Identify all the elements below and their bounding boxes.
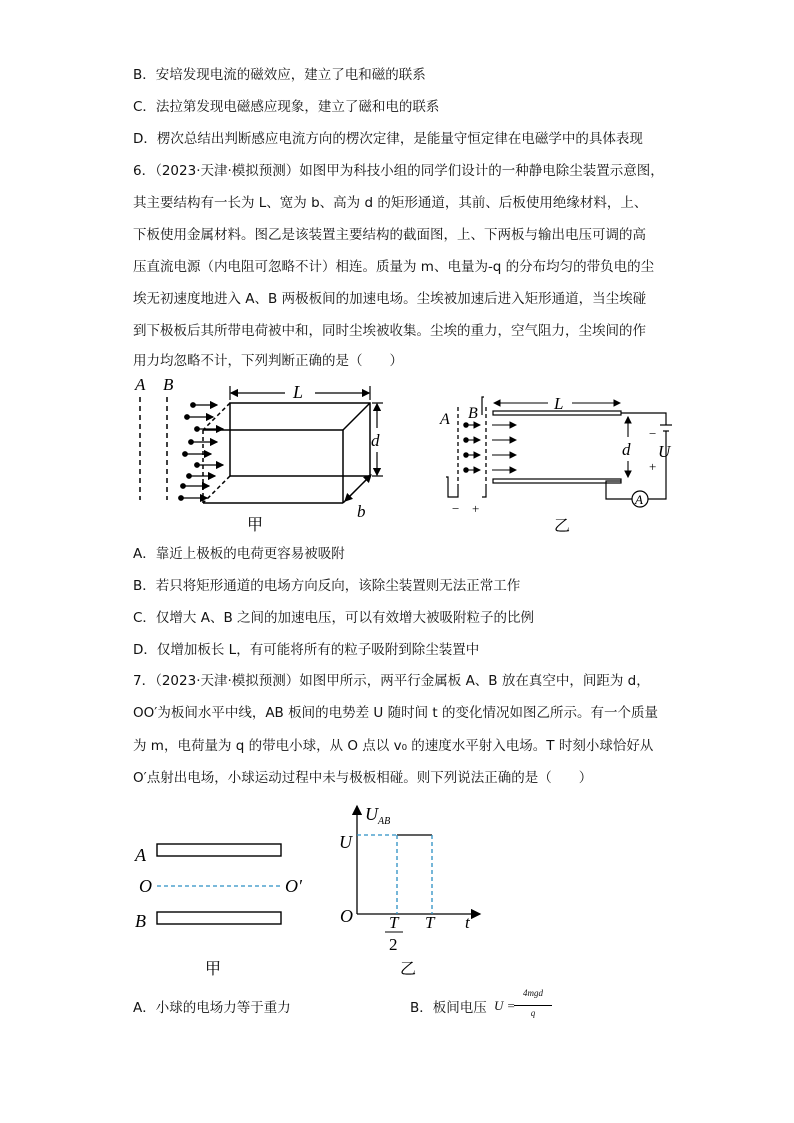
q6-fig2-label-plus-bottom: + bbox=[472, 501, 480, 516]
q6-option-c: C．仅增大 A、B 之间的加速电压，可以有效增大被吸附粒子的比例 bbox=[133, 610, 535, 626]
q6-fig2-label-u: U bbox=[658, 442, 671, 461]
q5-option-d: D．楞次总结出判断感应电流方向的楞次定律，是能量守恒定律在电磁学中的具体表现 bbox=[133, 131, 643, 147]
q6-fig1-particles bbox=[179, 403, 223, 501]
q6-fig2-label-plus: + bbox=[649, 459, 657, 474]
q7-option-b-formula-num: 4mgd bbox=[523, 988, 543, 998]
q6-fig2-label-minus: − bbox=[649, 426, 657, 441]
q7-figure-jia bbox=[125, 828, 335, 983]
q6-figure-jia bbox=[125, 372, 390, 537]
q6-option-b: B．若只将矩形通道的电场方向反向，该除尘装置则无法正常工作 bbox=[133, 578, 521, 594]
q6-fig1-label-b: B bbox=[163, 375, 174, 394]
q7-fig1-label-b: B bbox=[135, 911, 146, 931]
q7-fig2-label-u: U bbox=[339, 832, 352, 852]
q6-fig2-particles bbox=[464, 423, 516, 472]
q6-fig1-label-d: d bbox=[371, 431, 380, 450]
q6-fig1-caption: 甲 bbox=[247, 515, 264, 534]
q7-fig2-label-half-t-den: 2 bbox=[389, 935, 398, 954]
q7-option-b-formula bbox=[494, 988, 556, 1028]
q7-option-b-formula-den: q bbox=[530, 1008, 536, 1018]
q6-figure-yi bbox=[436, 385, 676, 535]
q6-fig2-label-minus-bottom: − bbox=[452, 501, 460, 516]
q6-fig1-label-a: A bbox=[135, 375, 146, 394]
q7-fig1-label-a: A bbox=[135, 845, 146, 865]
q7-fig2-label-half-t-num: T bbox=[389, 913, 399, 932]
q6-option-d: D．仅增加板长 L，有可能将所有的粒子吸附到除尘装置中 bbox=[133, 642, 480, 658]
q6-fig2-caption: 乙 bbox=[554, 516, 571, 535]
q6-fig2-lower-plate bbox=[493, 479, 621, 483]
q5-option-b: B．安培发现电流的磁效应，建立了电和磁的联系 bbox=[133, 67, 426, 83]
q7-stem-line-2: OO′为板间水平中线，AB 板间的电势差 U 随时间 t 的变化情况如图乙所示。有一个质量 bbox=[133, 705, 658, 721]
q7-stem-line-3: 为 m，电荷量为 q 的带电小球，从 O 点以 v₀ 的速度水平射入电场。T 时刻小球恰好从 bbox=[133, 738, 654, 754]
q7-option-b-formula-bar bbox=[514, 1005, 552, 1006]
q7-fig1-plate-a bbox=[157, 844, 281, 856]
q7-stem-line-1: 7．（2023·天津·模拟预测）如图甲所示，两平行金属板 A、B 放在真空中，间距为 d， bbox=[133, 673, 650, 689]
q5-option-c: C．法拉第发现电磁感应现象，建立了磁和电的联系 bbox=[133, 99, 440, 115]
q6-fig2-label-b: B bbox=[468, 405, 478, 422]
q7-fig1-label-o-prime: O′ bbox=[285, 876, 302, 896]
q6-stem-line-4: 压直流电源（内电阻可忽略不计）相连。质量为 m、电量为-q 的分布均匀的带负电的尘 bbox=[133, 259, 655, 275]
q7-option-b-formula-lhs: U = bbox=[494, 998, 516, 1013]
q7-option-a: A．小球的电场力等于重力 bbox=[133, 1000, 291, 1016]
q6-stem-line-6: 到下极板后其所带电荷被中和，同时尘埃被收集。尘埃的重力，空气阻力，尘埃间的作 bbox=[133, 323, 646, 339]
q6-stem-line-7: 用力均忽略不计，下列判断正确的是（ ） bbox=[133, 353, 403, 369]
q7-fig2-label-o: O bbox=[340, 906, 353, 926]
q6-fig1-box bbox=[203, 403, 370, 503]
q6-fig1-dim-b-arrow-1 bbox=[345, 489, 357, 501]
q6-stem-line-2: 其主要结构有一长为 L、宽为 b、高为 d 的矩形通道，其前、后板使用绝缘材料，上、 bbox=[133, 195, 648, 211]
q7-stem-line-4: O′点射出电场，小球运动过程中未与极板相碰。则下列说法正确的是（ ） bbox=[133, 770, 593, 786]
q7-fig1-label-o: O bbox=[139, 876, 152, 896]
q7-fig2-label-t-axis: t bbox=[465, 913, 470, 932]
q7-fig1-caption: 甲 bbox=[205, 959, 222, 978]
q6-fig2-ammeter-label: A bbox=[635, 492, 643, 507]
q7-fig2-caption: 乙 bbox=[400, 959, 417, 978]
q6-fig2-label-d: d bbox=[622, 440, 631, 459]
q7-fig2-label-uab: $U_{AB}$ bbox=[365, 804, 391, 827]
q6-fig1-label-l: L bbox=[293, 382, 304, 402]
q7-fig1-plate-b bbox=[157, 912, 281, 924]
q7-option-b: B．板间电压 bbox=[410, 1000, 487, 1016]
q7-fig2-label-t-period: T bbox=[425, 913, 435, 932]
q7-figure-yi bbox=[335, 798, 495, 983]
q6-stem-line-5: 埃无初速度地进入 A、B 两极板间的加速电场。尘埃被加速后进入矩形通道，当尘埃碰 bbox=[133, 291, 647, 307]
q6-fig2-label-a: A bbox=[440, 411, 450, 428]
q6-option-a: A．靠近上极板的电荷更容易被吸附 bbox=[133, 546, 345, 562]
q6-stem-line-1: 6．（2023·天津·模拟预测）如图甲为科技小组的同学们设计的一种静电除尘装置示意图， bbox=[133, 163, 664, 179]
q6-fig1-label-b-width: b bbox=[357, 502, 366, 521]
q6-fig2-label-l: L bbox=[554, 394, 564, 413]
q6-stem-line-3: 下板使用金属材料。图乙是该装置主要结构的截面图，上、下两板与输出电压可调的高 bbox=[133, 227, 646, 243]
